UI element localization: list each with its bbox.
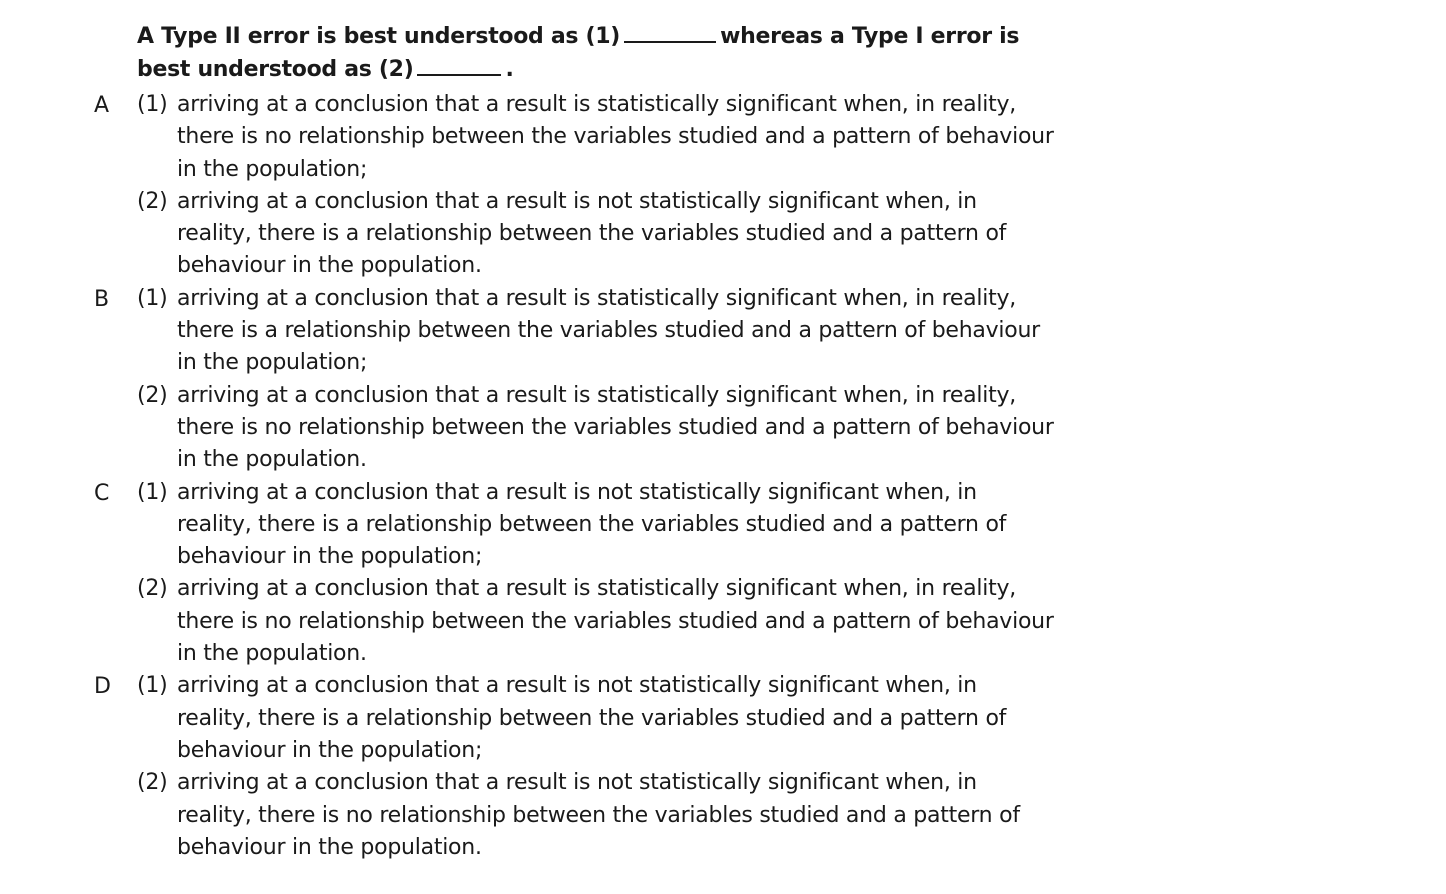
option-letter: B	[94, 286, 110, 312]
part-text: arriving at a conclusion that a result is statistically significant when, in reality, there is a relationship between the variables studied and a pattern of behaviour in the population;	[177, 285, 1040, 376]
option-a[interactable]	[0, 89, 1100, 283]
option-part	[0, 89, 1057, 186]
part-number: (2)	[137, 382, 168, 408]
question-text-part1: A Type II error is best understood as (1)	[137, 24, 621, 49]
part-text: arriving at a conclusion that a result is statistically significant when, in reality, there is no relationship between the variables studied and a pattern of behaviour in the population;	[177, 92, 1054, 182]
part-text: arriving at a conclusion that a result is not statistically significant when, in reality, there is a relationship between the variables studied and a pattern of behaviour in the population;	[177, 479, 1007, 570]
part-number: (1)	[137, 479, 168, 505]
question-stem	[137, 20, 1077, 86]
option-part	[0, 767, 1057, 864]
option-part	[0, 380, 1057, 477]
option-letter: C	[94, 480, 110, 506]
option-part	[0, 670, 1057, 767]
part-number: (2)	[137, 188, 168, 214]
option-letter: D	[94, 674, 111, 700]
part-number: (2)	[137, 576, 168, 602]
option-letter: A	[94, 93, 110, 118]
answer-blank-2	[417, 56, 501, 76]
part-text: arriving at a conclusion that a result is not statistically significant when, in reality, there is a relationship between the variables studied and a pattern of behaviour in the population.	[177, 188, 1007, 279]
answer-options	[0, 89, 1100, 864]
part-number: (1)	[137, 92, 168, 117]
answer-blank-1	[624, 23, 716, 43]
part-text: arriving at a conclusion that a result is not statistically significant when, in reality, there is a relationship between the variables studied and a pattern of behaviour in the population;	[177, 673, 1007, 763]
part-text: arriving at a conclusion that a result is statistically significant when, in reality, there is no relationship between the variables studied and a pattern of behaviour in the population.	[177, 576, 1054, 667]
question-text-part2: whereas a Type I error is best understood as (2)	[137, 24, 1020, 82]
option-b[interactable]	[0, 283, 1100, 477]
part-number: (1)	[137, 673, 168, 699]
part-text: arriving at a conclusion that a result is statistically significant when, in reality, there is no relationship between the variables studied and a pattern of behaviour in the population.	[177, 382, 1054, 473]
question-text-end: .	[505, 57, 514, 82]
part-number: (2)	[137, 770, 168, 796]
option-d[interactable]	[0, 670, 1100, 864]
option-c[interactable]	[0, 477, 1100, 671]
part-text: arriving at a conclusion that a result is not statistically significant when, in reality, there is no relationship between the variables studied and a pattern of behaviour in the population.	[177, 770, 1020, 860]
option-part	[0, 186, 1057, 283]
part-number: (1)	[137, 285, 168, 311]
option-part	[0, 283, 1057, 380]
option-part	[0, 477, 1057, 574]
option-part	[0, 573, 1057, 670]
